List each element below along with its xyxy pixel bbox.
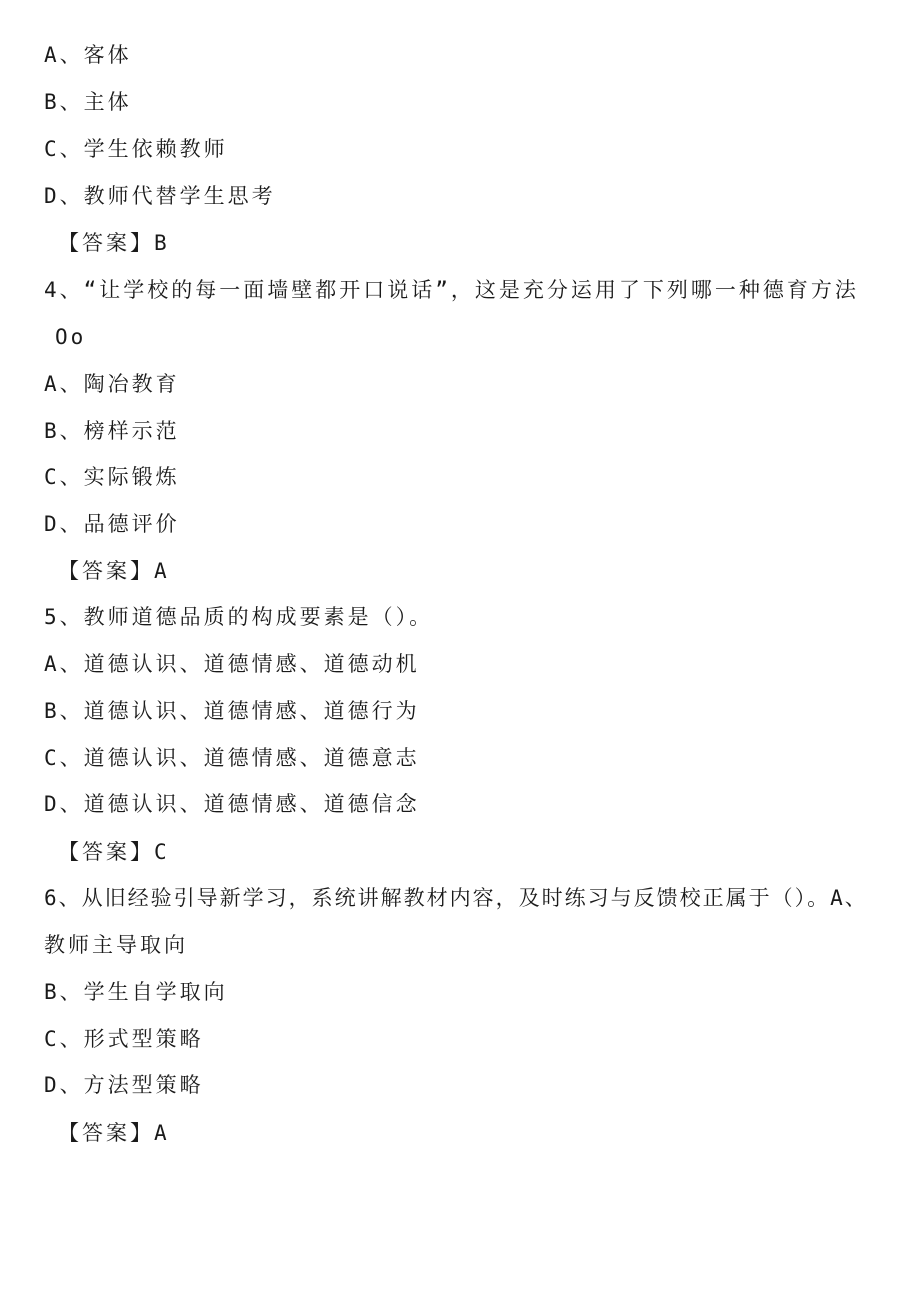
question-continuation: Oo [55,325,87,349]
answer-line: 【答案】A [58,1121,170,1145]
question-line: 6、从旧经验引导新学习，系统讲解教材内容，及时练习与反馈校正属于（）。A、 [44,886,868,910]
option-line: C、实际锻炼 [44,465,180,489]
answer-line: 【答案】B [58,231,170,255]
option-line: B、道德认识、道德情感、道德行为 [44,699,420,723]
option-line: C、道德认识、道德情感、道德意志 [44,746,420,770]
option-line: B、榜样示范 [44,419,180,443]
option-line: D、品德评价 [44,512,180,536]
option-line: B、学生自学取向 [44,980,228,1004]
question-line: 5、教师道德品质的构成要素是（）。 [44,605,434,629]
option-line: D、方法型策略 [44,1073,204,1097]
answer-line: 【答案】C [58,840,170,864]
option-line: B、主体 [44,90,132,114]
option-line: A、道德认识、道德情感、道德动机 [44,652,420,676]
option-line: C、形式型策略 [44,1027,204,1051]
option-line: A、陶冶教育 [44,372,180,396]
option-line: D、教师代替学生思考 [44,184,276,208]
option-line: D、道德认识、道德情感、道德信念 [44,792,420,816]
question-continuation: 教师主导取向 [44,933,188,957]
answer-line: 【答案】A [58,559,170,583]
option-line: C、学生依赖教师 [44,137,228,161]
question-line: 4、“让学校的每一面墙壁都开口说话”，这是充分运用了下列哪一种德育方法 [44,278,859,302]
option-line: A、客体 [44,43,132,67]
